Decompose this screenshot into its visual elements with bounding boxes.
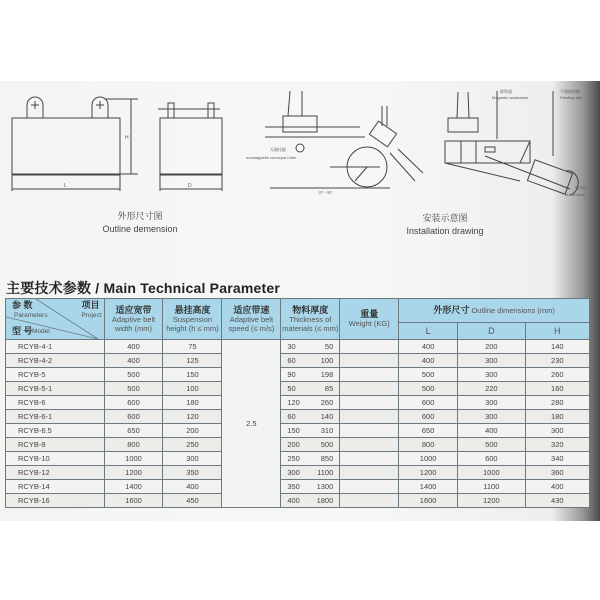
cell-weight (340, 382, 399, 396)
cell-thickness: 90 198 (281, 368, 340, 382)
cell-suspension: 100 (163, 382, 222, 396)
cell-model: RCYB-4-1 (6, 340, 105, 354)
cell-L: 1000 (399, 452, 458, 466)
cell-thickness: 120 260 (281, 396, 340, 410)
cell-H: 360 (525, 466, 589, 480)
section-title: 主要技术参数 / Main Technical Parameter (6, 280, 280, 296)
cell-L: 1600 (399, 494, 458, 508)
table-row (6, 466, 590, 480)
cell-H: 300 (525, 424, 589, 438)
cell-D: 200 (458, 340, 526, 354)
corner-model-en: Model (32, 328, 50, 335)
svg-text:H: H (125, 135, 129, 141)
cell-belt-width: 500 (104, 382, 163, 396)
cell-L: 800 (399, 438, 458, 452)
cell-L: 400 (399, 340, 458, 354)
cell-model: RCYB-6 (6, 396, 105, 410)
header-weight: 重量 Weight (KG) (340, 299, 399, 340)
cell-suspension: 350 (163, 466, 222, 480)
cell-D: 1200 (458, 494, 526, 508)
cell-thickness: 350 1300 (281, 480, 340, 494)
svg-text:D: D (188, 183, 192, 189)
installation-caption-zh: 安装示意图 (422, 213, 468, 223)
table-row (6, 438, 590, 452)
cell-belt-width: 650 (104, 424, 163, 438)
cell-suspension: 150 (163, 368, 222, 382)
cell-suspension: 75 (163, 340, 222, 354)
table-row (6, 382, 590, 396)
table-row (6, 494, 590, 508)
cell-D: 220 (458, 382, 526, 396)
cell-model: RCYB-10 (6, 452, 105, 466)
cell-weight (340, 494, 399, 508)
cell-thickness: 60 140 (281, 410, 340, 424)
cell-H: 400 (525, 480, 589, 494)
cell-thickness: 300 1100 (281, 466, 340, 480)
outline-caption-en: Outline demension (102, 224, 178, 234)
table-row (6, 480, 590, 494)
cell-belt-width: 600 (104, 410, 163, 424)
svg-text:不锈钢料槽: 不锈钢料槽 (560, 89, 580, 94)
cell-weight (340, 396, 399, 410)
svg-text:Motor drive: Motor drive (565, 192, 586, 197)
cell-suspension: 450 (163, 494, 222, 508)
cell-model: RCYB-14 (6, 480, 105, 494)
corner-project-en: Project (81, 312, 102, 319)
cell-thickness: 60 100 (281, 354, 340, 368)
header-outline-dimensions: 外形尺寸 Outline dimensions (mm) (399, 299, 590, 323)
cell-D: 1100 (458, 480, 526, 494)
installation-caption (390, 212, 500, 238)
cell-belt-speed: 2.5 (222, 340, 281, 508)
cell-D: 500 (458, 438, 526, 452)
cell-thickness: 250 850 (281, 452, 340, 466)
cell-suspension: 120 (163, 410, 222, 424)
cell-model: RCYB-16 (6, 494, 105, 508)
cell-suspension: 250 (163, 438, 222, 452)
corner-project-zh: 项目 (81, 300, 100, 310)
table-row (6, 368, 590, 382)
cell-L: 650 (399, 424, 458, 438)
cell-thickness: 30 50 (281, 340, 340, 354)
corner-params-zh: 参 数 (12, 300, 33, 310)
cell-weight (340, 438, 399, 452)
cell-belt-width: 1000 (104, 452, 163, 466)
header-belt-width: 适应宽带 Adaptive belt width (mm) (104, 299, 163, 340)
cell-weight (340, 480, 399, 494)
cell-weight (340, 340, 399, 354)
cell-H: 180 (525, 410, 589, 424)
cell-belt-width: 400 (104, 354, 163, 368)
cell-model: RCYB-6.5 (6, 424, 105, 438)
cell-model: RCYB-12 (6, 466, 105, 480)
technical-parameter-table (5, 298, 590, 508)
cell-L: 1200 (399, 466, 458, 480)
cell-D: 300 (458, 368, 526, 382)
cell-belt-width: 500 (104, 368, 163, 382)
cell-H: 280 (525, 396, 589, 410)
header-belt-speed: 适应带速 Adaptive belt speed (≤ m/s) (222, 299, 281, 340)
cell-belt-width: 800 (104, 438, 163, 452)
cell-thickness: 150 310 (281, 424, 340, 438)
outline-dimension-drawing (0, 81, 230, 191)
cell-D: 1000 (458, 466, 526, 480)
cell-thickness: 400 1800 (281, 494, 340, 508)
cell-H: 340 (525, 452, 589, 466)
header-suspension: 悬挂高度 Suspension height (h ≤ mm) (163, 299, 222, 340)
cell-H: 320 (525, 438, 589, 452)
cell-belt-width: 400 (104, 340, 163, 354)
header-H: H (525, 323, 589, 340)
cell-thickness: 200 500 (281, 438, 340, 452)
cell-model: RCYB-5 (6, 368, 105, 382)
cell-L: 500 (399, 382, 458, 396)
header-thickness: 物料厚度 Thickness of materials (≤ mm) (281, 299, 340, 340)
cell-suspension: 200 (163, 424, 222, 438)
table-row (6, 340, 590, 354)
cell-L: 500 (399, 368, 458, 382)
cell-weight (340, 354, 399, 368)
outline-caption (90, 210, 190, 236)
cell-D: 300 (458, 410, 526, 424)
cell-belt-width: 600 (104, 396, 163, 410)
cell-H: 260 (525, 368, 589, 382)
cell-suspension: 400 (163, 480, 222, 494)
cell-weight (340, 410, 399, 424)
cell-model: RCYB-4-2 (6, 354, 105, 368)
table-row (6, 396, 590, 410)
svg-text:Magnetic separators: Magnetic separators (492, 95, 529, 100)
corner-params-en: Parameters (14, 312, 48, 319)
cell-suspension: 125 (163, 354, 222, 368)
cell-model: RCYB-5-1 (6, 382, 105, 396)
svg-text:电动机: 电动机 (575, 185, 587, 190)
header-D: D (458, 323, 526, 340)
cell-H: 160 (525, 382, 589, 396)
cell-suspension: 300 (163, 452, 222, 466)
table-row (6, 354, 590, 368)
cell-D: 300 (458, 396, 526, 410)
cell-L: 400 (399, 354, 458, 368)
svg-text:nonmagnetic conveyor roller: nonmagnetic conveyor roller (246, 155, 297, 160)
svg-text:L: L (64, 183, 67, 189)
cell-belt-width: 1400 (104, 480, 163, 494)
cell-model: RCYB-6-1 (6, 410, 105, 424)
cell-belt-width: 1600 (104, 494, 163, 508)
table-row (6, 452, 590, 466)
cell-D: 400 (458, 424, 526, 438)
header-L: L (399, 323, 458, 340)
cell-H: 230 (525, 354, 589, 368)
cell-weight (340, 424, 399, 438)
svg-text:Feeding slot: Feeding slot (560, 95, 582, 100)
installation-caption-en: Installation drawing (406, 226, 484, 236)
corner-model-zh: 型 号 (12, 326, 33, 336)
cell-thickness: 50 85 (281, 382, 340, 396)
cell-L: 600 (399, 410, 458, 424)
cell-model: RCYB-8 (6, 438, 105, 452)
corner-header (6, 299, 105, 340)
cell-D: 600 (458, 452, 526, 466)
cell-belt-width: 1200 (104, 466, 163, 480)
installation-drawing (230, 81, 590, 201)
cell-D: 300 (458, 354, 526, 368)
svg-text:除铁器: 除铁器 (500, 89, 512, 94)
cell-L: 1400 (399, 480, 458, 494)
cell-H: 430 (525, 494, 589, 508)
table-row (6, 424, 590, 438)
cell-suspension: 180 (163, 396, 222, 410)
svg-text:无磁托辊: 无磁托辊 (270, 147, 286, 152)
outline-caption-zh: 外形尺寸图 (117, 211, 163, 221)
cell-weight (340, 466, 399, 480)
cell-weight (340, 368, 399, 382)
cell-L: 600 (399, 396, 458, 410)
cell-weight (340, 452, 399, 466)
svg-text:15° ~30°: 15° ~30° (318, 190, 333, 195)
table-row (6, 410, 590, 424)
cell-H: 140 (525, 340, 589, 354)
